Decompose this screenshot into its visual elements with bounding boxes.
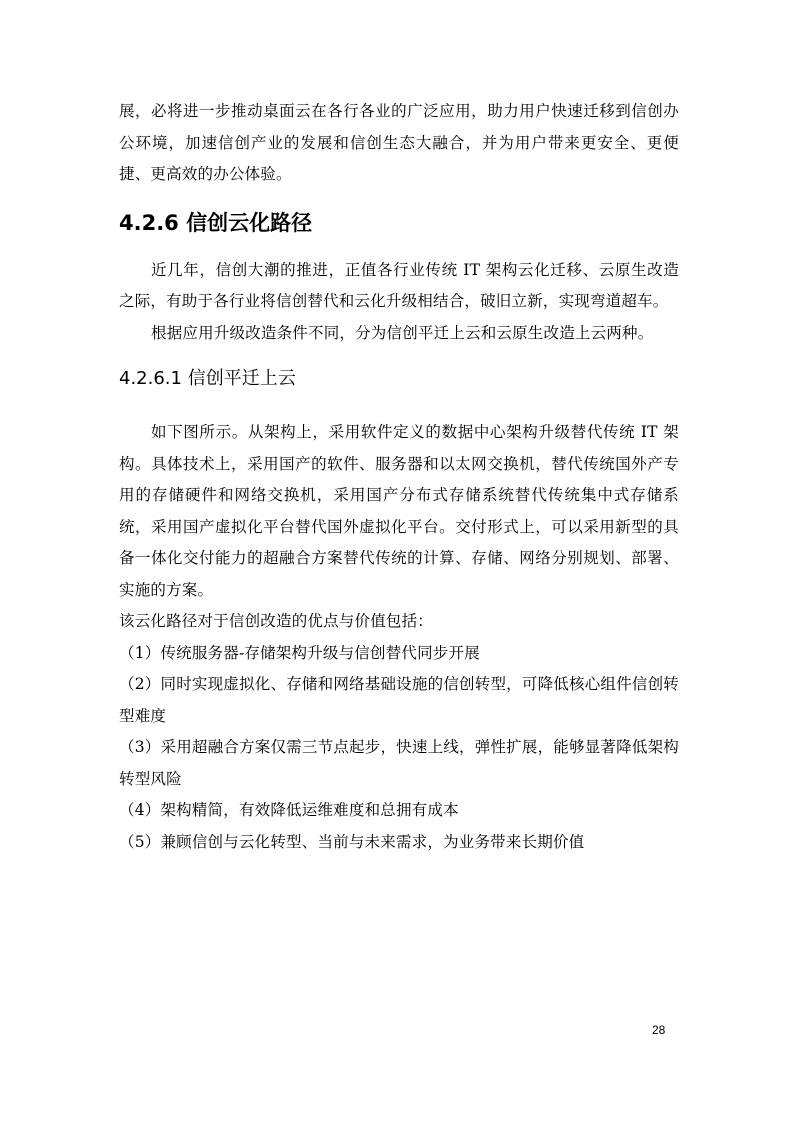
- page-number: 28: [652, 1023, 666, 1037]
- subsection-paragraph: 如下图所示。从架构上，采用软件定义的数据中心架构升级替代传统 IT 架构。具体技术上，采用国产的软件、服务器和以太网交换机，替代传统国外产专用的存储硬件和网络交换机，采用国产分布式存储系统替代传统集中式存储系统，采用国产虚拟化平台替代国外虚拟化平台。交付形式上，可以采用新型的具备一体化交付能力的超融合方案替代传统的计算、存储、网络分别规划、部署、实施的方案。: [119, 423, 679, 599]
- intro-paragraph: 展，必将进一步推动桌面云在各行各业的广泛应用，助力用户快速迁移到信创办公环境，加速信创产业的发展和信创生态大融合，并为用户带来更安全、更便捷、更高效的办公体验。: [119, 102, 679, 183]
- section-heading-wrap: [119, 208, 679, 238]
- advantage-item-4: （4）架构精简，有效降低运维难度和总拥有成本: [119, 801, 459, 819]
- subsection-heading-wrap: [119, 365, 679, 393]
- subsection-heading: 4.2.6.1 信创平迁上云: [119, 368, 296, 389]
- advantages-list: [119, 638, 679, 859]
- section-paragraph-2: 根据应用升级改造条件不同，分为信创平迁上云和云原生改造上云两种。: [151, 323, 654, 342]
- section-heading: 4.2.6 信创云化路径: [119, 210, 313, 235]
- advantages-intro: 该云化路径对于信创改造的优点与价值包括：: [119, 612, 434, 630]
- page-content: [119, 96, 679, 858]
- advantage-item-5: （5）兼顾信创与云化转型、当前与未来需求，为业务带来长期价值: [119, 832, 585, 851]
- advantage-item-2: （2）同时实现虚拟化、存储和网络基础设施的信创转型，可降低核心组件信创转型难度: [119, 675, 679, 725]
- advantage-item-1: （1）传统服务器-存储架构升级与信创替代同步开展: [119, 643, 480, 662]
- advantage-item-3: （3）采用超融合方案仅需三节点起步，快速上线，弹性扩展，能够显著降低架构转型风险: [119, 738, 679, 788]
- section-paragraph-1: 近几年，信创大潮的推进，正值各行业传统 IT 架构云化迁移、云原生改造之际，有助于各行业将信创替代和云化升级相结合，破旧立新，实现弯道超车。: [119, 260, 679, 310]
